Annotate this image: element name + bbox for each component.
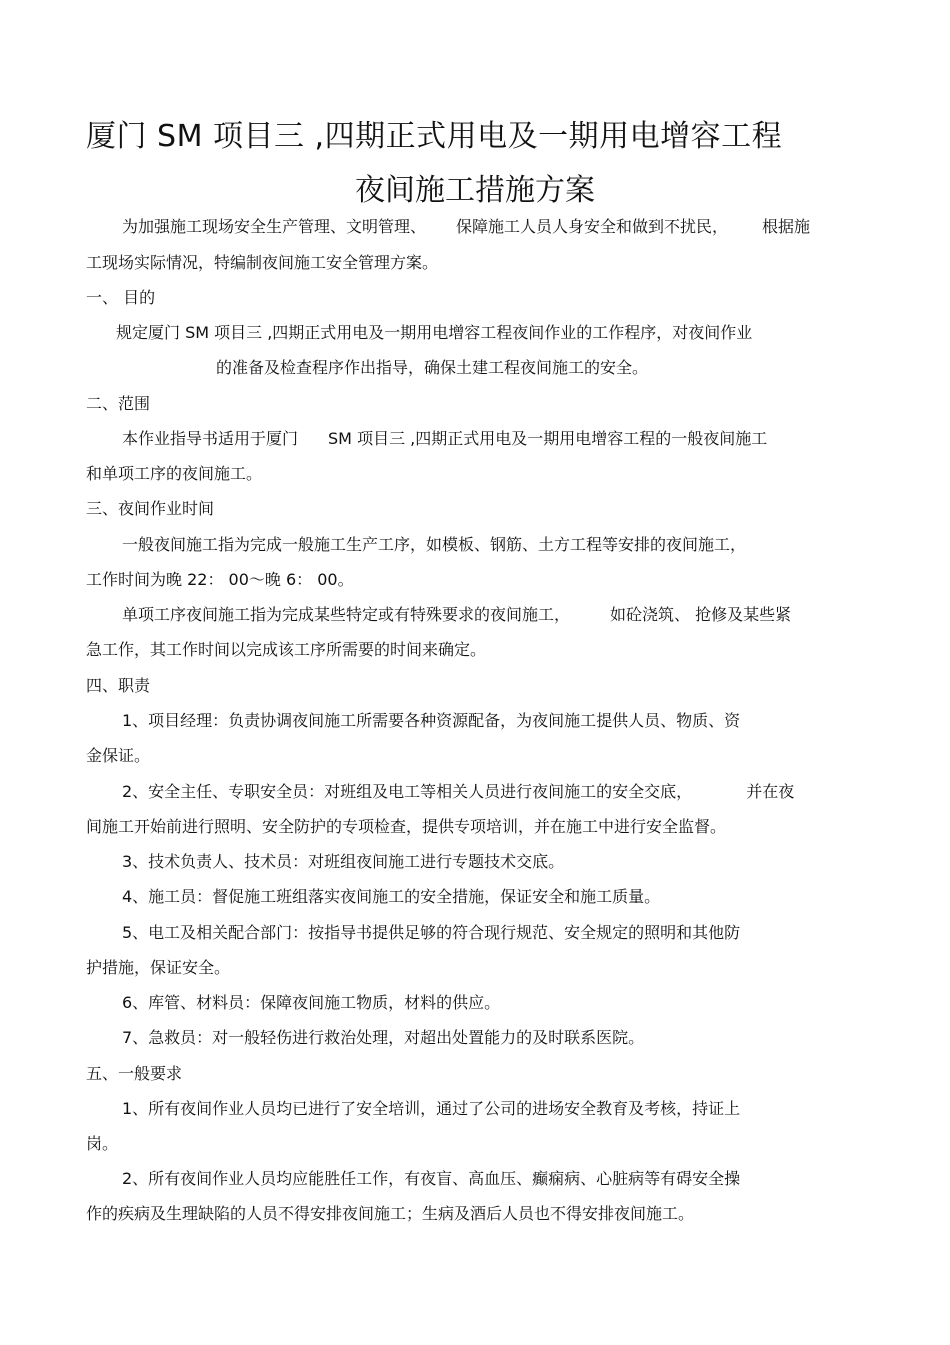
intro-line-1	[122, 216, 810, 238]
section-2-text: SM 项目三 ,四期正式用电及一期用电增容工程的一般夜间施工	[328, 429, 768, 448]
intro-text: 为加强施工现场安全生产管理、文明管理、	[122, 217, 427, 236]
intro-text: 保障施工人员人身安全和做到不扰民，	[456, 217, 729, 236]
section-4-item-6: 6、库管、材料员：保障夜间施工物质，材料的供应。	[122, 993, 501, 1012]
section-5-item-1-line-2: 岗。	[86, 1134, 119, 1153]
section-4-item-2-line-1	[122, 781, 794, 803]
section-3-heading: 三、夜间作业时间	[86, 499, 215, 518]
section-1-line-2: 的准备及检查程序作出指导，确保土建工程夜间施工的安全。	[216, 358, 649, 377]
section-4-item-1-line-1: 1、项目经理：负责协调夜间施工所需要各种资源配备，为夜间施工提供人员、物质、资	[122, 711, 741, 730]
section-2-line-2: 和单项工序的夜间施工。	[86, 464, 263, 483]
section-2-text: 本作业指导书适用于厦门	[122, 429, 299, 448]
section-3-text: 单项工序夜间施工指为完成某些特定或有特殊要求的夜间施工，	[122, 605, 571, 624]
section-3-p2-line-2: 急工作，其工作时间以完成该工序所需要的时间来确定。	[86, 640, 487, 659]
section-5-item-2-line-1: 2、所有夜间作业人员均应能胜任工作，有夜盲、高血压、癫痫病、心脏病等有碍安全操	[122, 1169, 741, 1188]
section-5-heading: 五、一般要求	[86, 1064, 183, 1083]
section-1-line-1: 规定厦门 SM 项目三 ,四期正式用电及一期用电增容工程夜间作业的工作程序，对夜间作业	[116, 323, 753, 342]
section-4-text: 并在夜	[746, 782, 795, 801]
section-4-item-1-line-2: 金保证。	[86, 746, 151, 765]
intro-text: 根据施	[762, 217, 811, 236]
section-4-item-5-line-2: 护措施，保证安全。	[86, 958, 231, 977]
section-3-p1-line-1: 一般夜间施工指为完成一般施工生产工序，如模板、钢筋、土方工程等安排的夜间施工，	[122, 535, 747, 554]
section-3-text: 如砼浇筑、 抢修及某些紧	[610, 605, 792, 624]
intro-line-2: 工现场实际情况，特编制夜间施工安全管理方案。	[86, 253, 439, 272]
section-3-p1-line-2: 工作时间为晚 22： 00～晚 6： 00。	[86, 570, 354, 589]
section-2-line-1	[122, 428, 767, 450]
section-5-item-1-line-1: 1、所有夜间作业人员均已进行了安全培训，通过了公司的进场安全教育及考核，持证上	[122, 1099, 741, 1118]
section-2-heading: 二、范围	[86, 394, 151, 413]
section-4-item-3: 3、技术负责人、技术员：对班组夜间施工进行专题技术交底。	[122, 852, 565, 871]
section-4-item-5-line-1: 5、电工及相关配合部门：按指导书提供足够的符合现行规范、安全规定的照明和其他防	[122, 923, 741, 942]
document-title-line-1: 厦门 SM 项目三 ,四期正式用电及一期用电增容工程	[86, 119, 783, 154]
section-4-item-7: 7、急救员：对一般轻伤进行救治处理，对超出处置能力的及时联系医院。	[122, 1028, 645, 1047]
section-4-item-4: 4、施工员：督促施工班组落实夜间施工的安全措施，保证安全和施工质量。	[122, 887, 661, 906]
section-5-item-2-line-2: 作的疾病及生理缺陷的人员不得安排夜间施工；生病及酒后人员也不得安排夜间施工。	[86, 1204, 695, 1223]
document-title-line-2: 夜间施工措施方案	[355, 173, 595, 208]
section-1-heading: 一、 目的	[86, 288, 156, 307]
section-3-p2-line-1	[122, 604, 791, 626]
section-4-text: 2、安全主任、专职安全员：对班组及电工等相关人员进行夜间施工的安全交底，	[122, 782, 693, 801]
section-4-item-2-line-2: 间施工开始前进行照明、安全防护的专项检查，提供专项培训，并在施工中进行安全监督。	[86, 817, 727, 836]
section-4-heading: 四、职责	[86, 676, 151, 695]
